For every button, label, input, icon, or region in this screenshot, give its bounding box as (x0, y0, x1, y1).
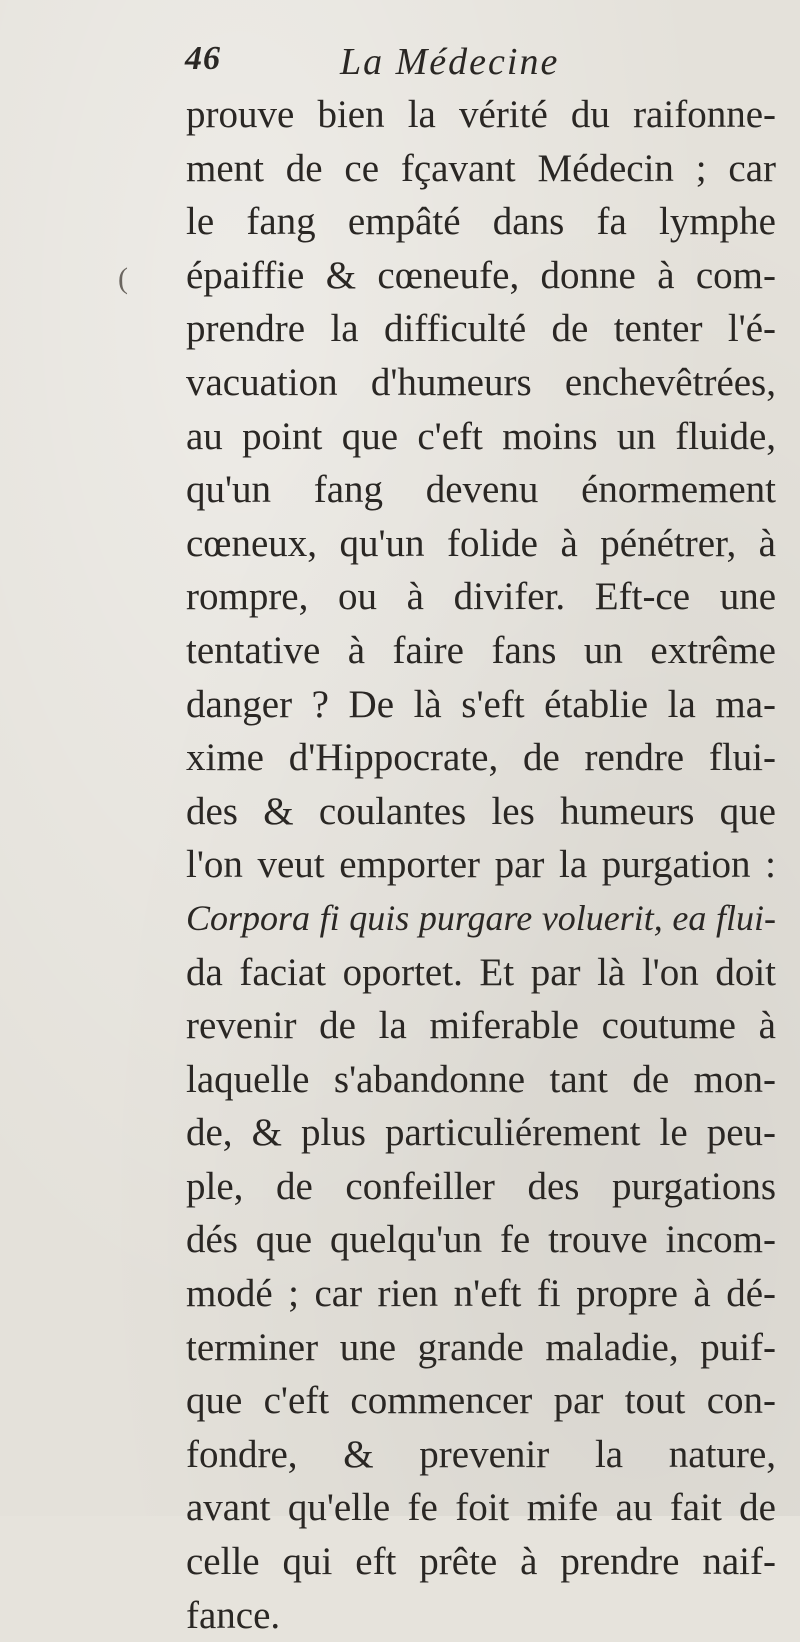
text-line: prendre la difficulté de tenter l'é- (186, 307, 776, 351)
text-line: le fang empâté dans fa lymphe (186, 200, 776, 244)
text-line: terminer une grande maladie, puif- (186, 1325, 776, 1369)
text-line: de, & plus particuliérement le peu- (186, 1111, 776, 1155)
text-line: rompre, ou à divifer. Eft-ce une (186, 575, 776, 619)
text-line: modé ; car rien n'eft fi propre à dé- (186, 1272, 776, 1316)
text-line: au point que c'eft moins un fluide, (186, 414, 776, 458)
text-line: qu'un fang devenu énormement (186, 468, 776, 512)
text-line: ple, de confeiller des purgations (186, 1164, 776, 1208)
text-line: l'on veut emporter par la purgation : (186, 843, 776, 887)
text-line: ment de ce fçavant Médecin ; car (186, 146, 776, 190)
text-line: avant qu'elle fe foit mife au fait de (186, 1486, 776, 1530)
text-line: fondre, & prevenir la nature, (186, 1432, 776, 1476)
text-line: dés que quelqu'un fe trouve incom- (186, 1218, 776, 1262)
text-line: xime d'Hippocrate, de rendre flui- (186, 736, 776, 780)
page-number: 46 (185, 40, 221, 77)
text-line: prouve bien la vérité du raifonne- (186, 93, 776, 136)
text-line: celle qui eft prête à prendre naif- (186, 1540, 776, 1584)
text-line: da faciat oportet. Et par là l'on doit (186, 950, 776, 994)
text-line: laquelle s'abandonne tant de mon- (186, 1057, 776, 1101)
text-line: vacuation d'humeurs enchevêtrées, (186, 360, 776, 404)
page-header (185, 40, 745, 90)
text-line: épaiffie & cœneufe, donne à com- (186, 253, 776, 297)
text-line: danger ? De là s'eft établie la ma- (186, 682, 776, 726)
body-text (186, 88, 776, 1642)
margin-mark: ( (118, 262, 128, 295)
text-line: des & coulantes les humeurs que (186, 789, 776, 833)
latin-quote-line: Corpora fi quis purgare voluerit, ea flui- (186, 897, 776, 938)
text-line: tentative à faire fans un extrême (186, 628, 776, 672)
text-line: cœneux, qu'un folide à pénétrer, à (186, 521, 776, 565)
text-line: revenir de la miferable coutume à (186, 1004, 776, 1048)
running-title: La Médecine (340, 41, 560, 83)
text-line: que c'eft commencer par tout con- (186, 1379, 776, 1423)
text-line: fance. (186, 1593, 281, 1637)
